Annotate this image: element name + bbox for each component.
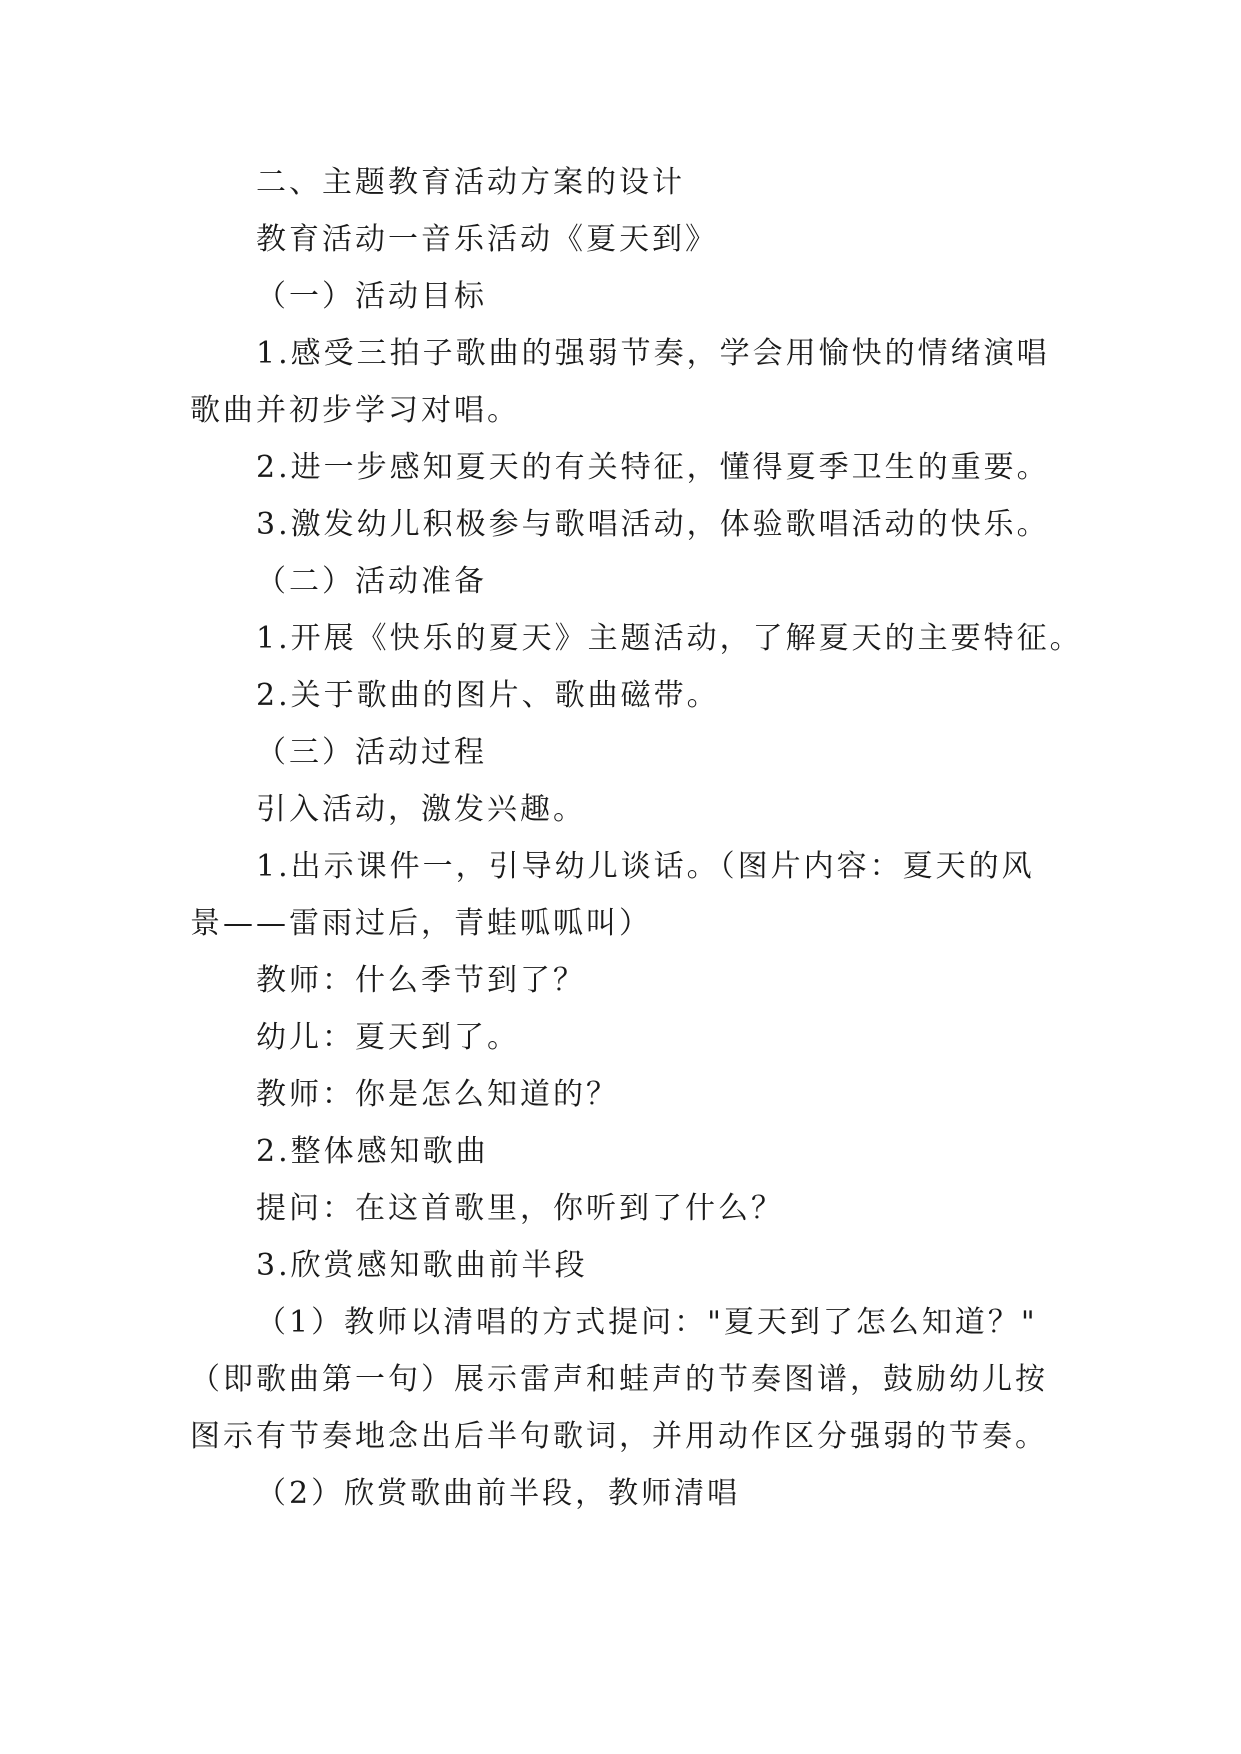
activity-title: 教育活动一音乐活动《夏天到》	[256, 222, 718, 257]
preparation-heading: （二）活动准备	[256, 564, 487, 599]
sub-item-1-line-3: 图示有节奏地念出后半句歌词，并用动作区分强弱的节奏。	[190, 1419, 1048, 1454]
goals-heading: （一）活动目标	[256, 279, 487, 314]
dialog-line-3: 教师：你是怎么知道的？	[256, 1077, 619, 1112]
goal-item-2: 2.进一步感知夏天的有关特征，懂得夏季卫生的重要。	[256, 450, 1050, 485]
process-step-1-line-1: 1.出示课件一，引导幼儿谈话。（图片内容：夏天的风	[256, 849, 1035, 884]
goal-item-3: 3.激发幼儿积极参与歌唱活动，体验歌唱活动的快乐。	[256, 507, 1050, 542]
goal-item-1-line-2: 歌曲并初步学习对唱。	[190, 393, 520, 428]
preparation-item-1: 1.开展《快乐的夏天》主题活动，了解夏天的主要特征。	[256, 621, 1083, 656]
preparation-item-2: 2.关于歌曲的图片、歌曲磁带。	[256, 678, 720, 713]
sub-item-2: （2）欣赏歌曲前半段，教师清唱	[256, 1476, 741, 1511]
process-question: 提问：在这首歌里，你听到了什么？	[256, 1191, 784, 1226]
dialog-line-2: 幼儿：夏天到了。	[256, 1020, 520, 1055]
section-heading: 二、主题教育活动方案的设计	[256, 165, 685, 200]
sub-item-1-line-1: （1）教师以清唱的方式提问："夏天到了怎么知道？"	[256, 1305, 1038, 1340]
process-step-1-line-2: 景——雷雨过后，青蛙呱呱叫）	[190, 906, 652, 941]
sub-item-1-line-2: （即歌曲第一句）展示雷声和蛙声的节奏图谱，鼓励幼儿按	[190, 1362, 1048, 1397]
process-step-3: 3.欣赏感知歌曲前半段	[256, 1248, 588, 1283]
process-intro: 引入活动，激发兴趣。	[256, 792, 586, 827]
dialog-line-1: 教师：什么季节到了？	[256, 963, 586, 998]
process-step-2: 2.整体感知歌曲	[256, 1134, 489, 1169]
goal-item-1-line-1: 1.感受三拍子歌曲的强弱节奏，学会用愉快的情绪演唱	[256, 336, 1050, 371]
process-heading: （三）活动过程	[256, 735, 487, 770]
